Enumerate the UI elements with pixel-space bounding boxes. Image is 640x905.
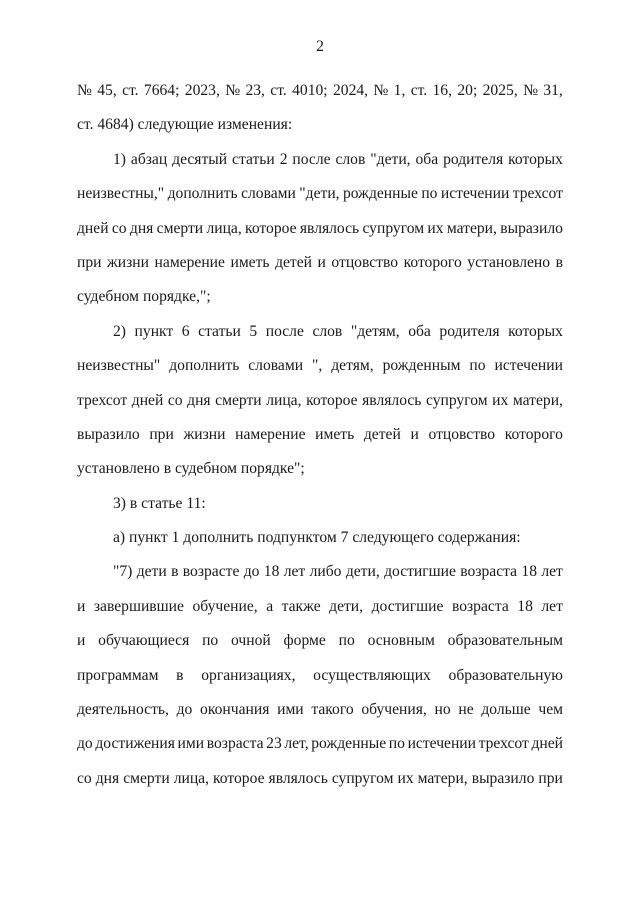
text-line: со дня смерти лица, которое являлось супругом их матери, выразило при: [77, 769, 563, 787]
text-line: № 45, ст. 7664; 2023, № 23, ст. 4010; 2024, № 1, ст. 16, 20; 2025, № 31,: [77, 82, 563, 99]
text-line: 2) пункт 6 статьи 5 после слов "детям, оба родителя которых: [113, 322, 563, 340]
document-body: [77, 74, 563, 796]
text-line: а) пункт 1 дополнить подпунктом 7 следующего содержания:: [113, 529, 521, 547]
text-line: установлено в судебном порядке";: [77, 460, 305, 478]
text-line: трехсот дней со дня смерти лица, которое являлось супругом их матери,: [77, 391, 563, 409]
page-number: 2: [316, 38, 324, 55]
text-line: до достижения ими возраста 23 лет, рожденные по истечении трехсот дней: [77, 735, 563, 753]
text-line: и обучающиеся по очной форме по основным образовательным: [77, 632, 563, 650]
text-line: 3) в статье 11:: [113, 494, 206, 512]
text-line: 1) абзац десятый статьи 2 после слов "дети, оба родителя которых: [113, 150, 563, 168]
text-line: выразило при жизни намерение иметь детей и отцовство которого: [77, 425, 563, 443]
text-line: при жизни намерение иметь детей и отцовство которого установлено в: [77, 253, 563, 271]
text-line: неизвестны" дополнить словами ", детям, рожденным по истечении: [77, 357, 563, 375]
text-line: программам в организациях, осуществляющих образовательную: [77, 666, 563, 684]
text-line: судебном порядке,";: [77, 288, 211, 306]
text-line: деятельность, до окончания ими такого обучения, но не дольше чем: [77, 701, 563, 719]
text-line: неизвестны," дополнить словами "дети, рожденные по истечении трехсот: [77, 185, 563, 203]
text-line: и завершившие обучение, а также дети, достигшие возраста 18 лет: [77, 597, 563, 615]
text-line: ст. 4684) следующие изменения:: [77, 116, 293, 134]
text-line: "7) дети в возрасте до 18 лет либо дети, достигшие возраста 18 лет: [113, 563, 563, 581]
text-line: дней со дня смерти лица, которое являлось супругом их матери, выразило: [77, 219, 563, 237]
